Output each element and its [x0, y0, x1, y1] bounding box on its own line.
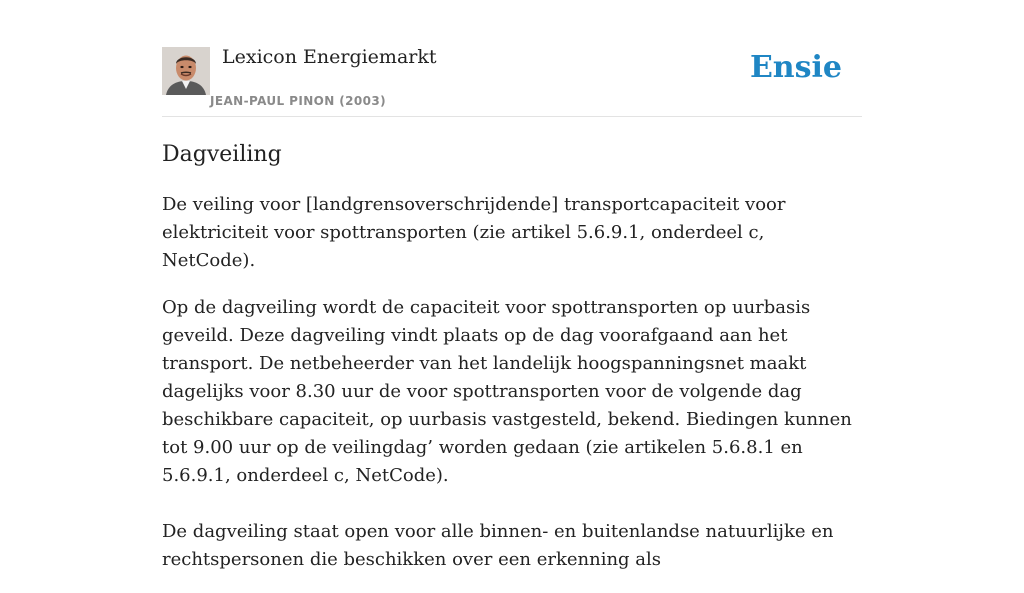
entry-paragraph: Op de dagveiling wordt de capaciteit voor spottransporten op uurbasis geveild. Deze dagveiling vindt plaats op de dag voorafgaand aan het transport. De netbeheerder van het landelijk hoogspanningsnet maakt dagelijks voor 8.30 uur de voor spottransporten voor de volgende dag beschikbare capaciteit, op uurbasis vastgesteld, bekend. Biedingen kunnen tot 9.00 uur op de veilingdag’ worden gedaan (zie artikelen 5.6.8.1 en 5.6.9.1, onderdeel c, NetCode). [162, 297, 852, 486]
entry-paragraph: De veiling voor [landgrensoverschrijdende] transportcapaciteit voor elektriciteit voor spottransporten (zie artikel 5.6.9.1, onderdeel c, NetCode). [162, 194, 786, 271]
entry-content [162, 138, 862, 593]
entry-title: Dagveiling [162, 142, 282, 167]
ensie-logo[interactable]: Ensie [749, 50, 842, 85]
paragraph-spacer [162, 509, 862, 518]
header [162, 0, 862, 117]
entry-paragraph: De dagveiling staat open voor alle binnen- en buitenlandse natuurlijke en rechtspersonen die beschikken over een erkenning als [162, 521, 834, 570]
book-title-link[interactable]: Lexicon Energiemarkt [222, 46, 437, 68]
person-portrait-icon [162, 47, 210, 95]
author-name[interactable]: JEAN-PAUL PINON (2003) [210, 94, 387, 108]
author-avatar[interactable] [162, 47, 210, 95]
